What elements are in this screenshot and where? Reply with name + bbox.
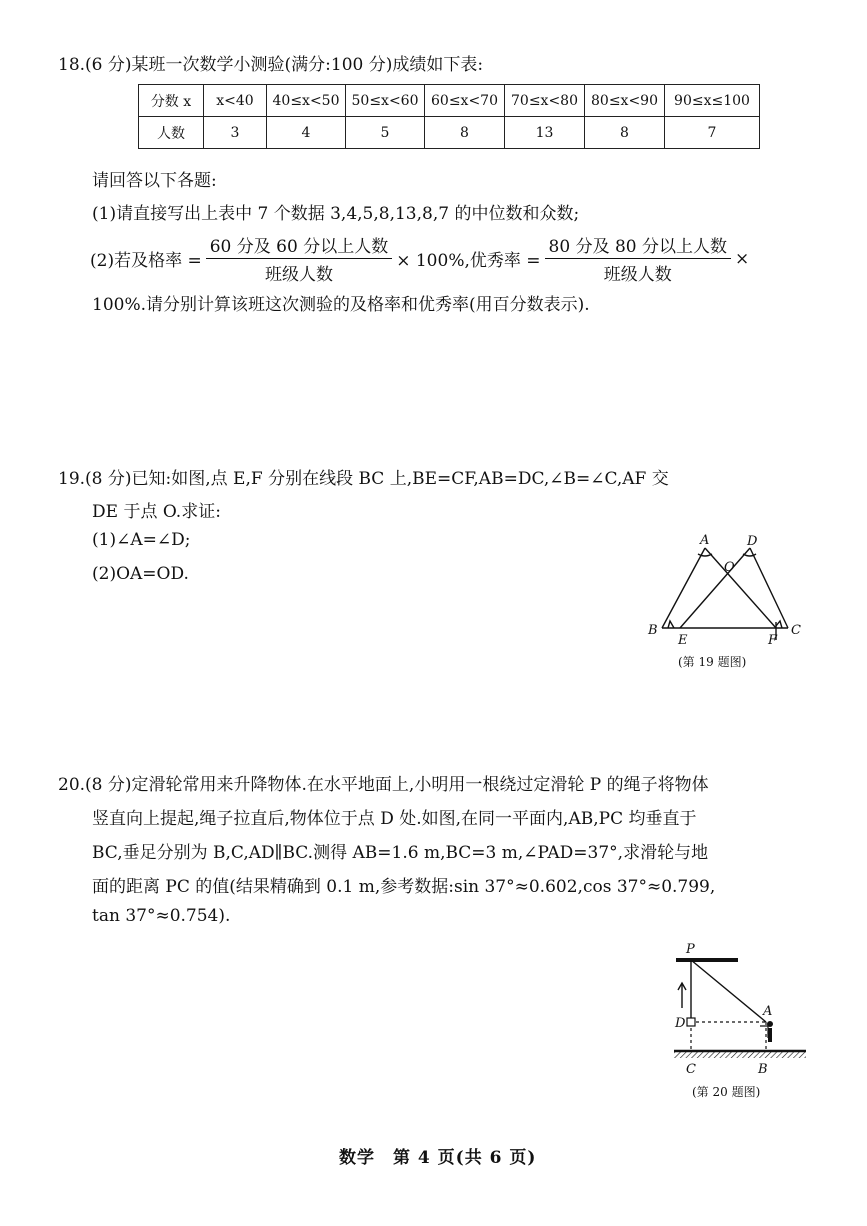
fraction-numerator: 80 分及 80 分以上人数 — [545, 232, 731, 259]
q18-part1: (1)请直接写出上表中 7 个数据 3,4,5,8,13,8,7 的中位数和众数; — [92, 204, 580, 224]
q18-part2-prefix: (2)若及格率 = — [90, 251, 202, 271]
label-c: C — [686, 1062, 696, 1077]
person-arm — [760, 1026, 768, 1038]
fraction-numerator: 60 分及 60 分以上人数 — [206, 232, 392, 259]
table-cell: 人数 — [139, 117, 204, 149]
page-footer: 数学 第 4 页(共 6 页) — [339, 1148, 537, 1168]
table-cell: 7 — [665, 117, 760, 149]
table-cell: 5 — [346, 117, 425, 149]
q19-part1: (1)∠A=∠D; — [92, 530, 191, 550]
figure-19 — [640, 528, 820, 673]
table-cell: 80≤x<90 — [585, 85, 665, 117]
label-b: B — [648, 623, 658, 638]
segment-dc — [750, 548, 788, 628]
rope-slanted — [691, 960, 766, 1022]
segment-ab — [662, 548, 705, 628]
angle-mark-b — [668, 621, 674, 628]
label-d: D — [675, 1016, 686, 1031]
fraction-denominator: 班级人数 — [603, 265, 672, 285]
q20-line5: tan 37°≈0.754). — [92, 906, 231, 926]
label-a: A — [763, 1004, 773, 1019]
q18-stem: 18.(6 分)某班一次数学小测验(满分:100 分)成绩如下表: — [58, 55, 484, 75]
person-head — [767, 1021, 773, 1027]
label-e: E — [678, 633, 688, 648]
table-cell: 50≤x<60 — [346, 85, 425, 117]
q19-part2: (2)OA=OD. — [92, 564, 189, 584]
q20-line2: 竖直向上提起,绳子拉直后,物体位于点 D 处.如图,在同一平面内,AB,PC 均垂直于 — [92, 809, 697, 829]
q19-line1: 19.(8 分)已知:如图,点 E,F 分别在线段 BC 上,BE=CF,AB=DC,∠B=∠C,AF 交 — [58, 469, 669, 489]
ground-hatch — [674, 1052, 806, 1058]
score-table — [138, 84, 760, 149]
table-cell: 3 — [204, 117, 267, 149]
table-cell: 60≤x<70 — [425, 85, 505, 117]
q20-line4: 面的距离 PC 的值(结果精确到 0.1 m,参考数据:sin 37°≈0.602,cos 37°≈0.799, — [92, 877, 716, 897]
table-cell: 13 — [505, 117, 585, 149]
person-body — [768, 1028, 772, 1042]
label-c: C — [791, 623, 801, 638]
label-p: P — [686, 942, 695, 957]
label-o: O — [724, 560, 735, 575]
table-row — [139, 117, 760, 149]
figure-19-caption: (第 19 题图) — [678, 655, 747, 669]
angle-mark-a — [698, 554, 712, 556]
table-cell: x<40 — [204, 85, 267, 117]
angle-mark-c — [776, 621, 782, 628]
q20-line3: BC,垂足分别为 B,C,AD∥BC.测得 AB=1.6 m,BC=3 m,∠PAD=37°,求滑轮与地 — [92, 843, 709, 863]
q18-part2-cont: 100%.请分别计算该班这次测验的及格率和优秀率(用百分数表示). — [92, 295, 590, 315]
table-cell: 分数 x — [139, 85, 204, 117]
table-cell: 70≤x<80 — [505, 85, 585, 117]
figure-20 — [664, 938, 814, 1108]
pass-rate-fraction — [206, 232, 392, 285]
q19-line2: DE 于点 O.求证: — [92, 502, 221, 522]
q18-prompt: 请回答以下各题: — [92, 171, 217, 191]
times-sign: × — [735, 248, 750, 269]
label-a: A — [700, 533, 710, 548]
fraction-denominator: 班级人数 — [264, 265, 333, 285]
table-cell: 4 — [267, 117, 346, 149]
angle-mark-d — [743, 554, 756, 556]
table-cell: 8 — [585, 117, 665, 149]
label-d: D — [747, 534, 758, 549]
label-b: B — [758, 1062, 768, 1077]
q20-line1: 20.(8 分)定滑轮常用来升降物体.在水平地面上,小明用一根绕过定滑轮 P 的绳子将物体 — [58, 775, 709, 795]
table-cell: 40≤x<50 — [267, 85, 346, 117]
table-cell: 8 — [425, 117, 505, 149]
figure-20-caption: (第 20 题图) — [692, 1085, 761, 1099]
table-header-row — [139, 85, 760, 117]
q18-part2-mid: × 100%,优秀率 = — [396, 251, 541, 271]
table-cell: 90≤x≤100 — [665, 85, 760, 117]
label-f: F — [768, 633, 778, 648]
q18-part2 — [90, 232, 749, 285]
object-box — [687, 1018, 695, 1026]
excellent-rate-fraction — [545, 232, 731, 285]
